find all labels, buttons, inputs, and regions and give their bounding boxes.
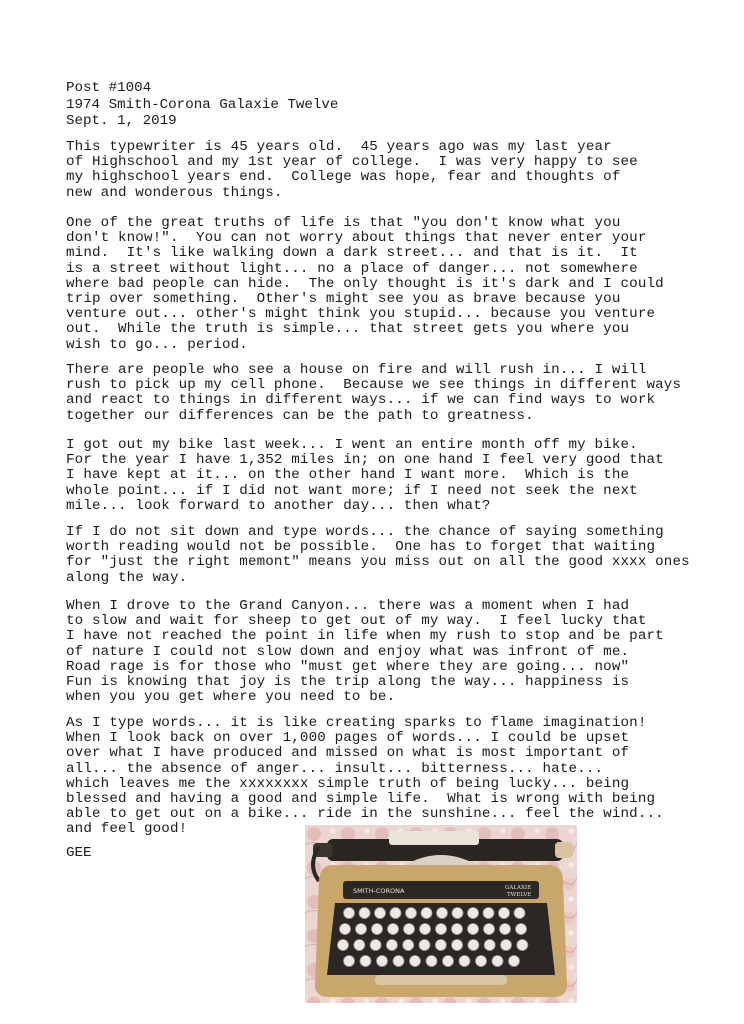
text-line: when you you get where you need to be. <box>66 689 396 706</box>
typewriter-key <box>517 939 528 950</box>
typewriter-key <box>467 907 478 918</box>
text-line: rush to pick up my cell phone. Because we see things in different ways <box>66 377 682 394</box>
text-line: As I type words... it is like creating sparks to flame imagination! <box>66 715 647 731</box>
typewriter-key <box>343 955 354 966</box>
text-line: For the year I have 1,352 miles in; on one hand I feel very good that <box>66 452 664 469</box>
text-line: all... the absence of anger... insult... bitterness... hate... <box>66 760 604 777</box>
text-line: worth reading would not be possible. One has to forget that waiting <box>66 539 656 556</box>
text-line: Road rage is for those who "must get where they are going... now" <box>66 658 630 675</box>
text-line: There are people who see a house on fire and will rush in... I will <box>66 362 647 378</box>
text-line: and react to things in different ways... if we can find ways to work <box>66 392 656 409</box>
typewriter-key <box>514 907 525 918</box>
typewriter-key <box>355 923 366 934</box>
typewriter-key <box>339 923 350 934</box>
typewriter-key <box>452 939 463 950</box>
text-line: where bad people can hide. The only thought is it's dark and I could <box>66 275 664 292</box>
typewriter-key <box>508 955 519 966</box>
signature: GEE <box>66 845 92 861</box>
typewriter-key <box>452 907 463 918</box>
typewriter-key <box>475 955 486 966</box>
post-date: Sept. 1, 2019 <box>66 113 177 129</box>
typewriter-key <box>435 939 446 950</box>
text-line: of nature I could not slow down and enjoy what was infront of me. <box>66 643 630 660</box>
typewriter-key <box>436 907 447 918</box>
text-line: together our differences can be the path to greatness. <box>66 407 534 424</box>
typewriter-key <box>498 907 509 918</box>
paragraph-6 <box>66 599 664 705</box>
typewriter-key <box>393 955 404 966</box>
typewriter-key <box>376 955 387 966</box>
typewriter-key <box>387 923 398 934</box>
typewriter-key <box>409 955 420 966</box>
text-line: and feel good! <box>66 821 188 838</box>
text-line: my highschool years end. College was hope, fear and thoughts of <box>66 169 621 186</box>
paragraph-7 <box>66 716 664 838</box>
paper-guide <box>389 831 479 845</box>
paragraph-4 <box>66 438 664 514</box>
text-line: When I drove to the Grand Canyon... there was a moment when I had <box>66 598 630 614</box>
text-line: whole point... if I did not want more; if I need not seek the next <box>66 482 638 499</box>
typewriter-key <box>354 939 365 950</box>
paragraph-3 <box>66 363 681 424</box>
platen-knob-right <box>555 842 573 858</box>
typewriter-key <box>442 955 453 966</box>
text-line: mile... look forward to another day... then what? <box>66 497 491 514</box>
typewriter-key <box>359 907 370 918</box>
text-line: which leaves me the xxxxxxxx simple truth of being lucky... being <box>66 775 630 792</box>
typewriter-key <box>419 939 430 950</box>
typewriter-key <box>370 939 381 950</box>
paragraph-2 <box>66 216 664 353</box>
text-line: don't know!". You can not worry about things that never enter your <box>66 230 647 247</box>
typewriter-key <box>515 923 526 934</box>
post-number: Post #1004 <box>66 80 152 96</box>
typewriter-key <box>386 939 397 950</box>
typewriter-key <box>371 923 382 934</box>
brand-badge: SMITH-CORONA <box>353 887 405 895</box>
text-line: along the way. <box>66 569 188 586</box>
paragraph-5 <box>66 525 690 586</box>
text-line: over what I have produced and missed on what is most important of <box>66 745 630 762</box>
text-line: is a street without light... no a place of danger... not somewhere <box>66 260 638 277</box>
text-line: mind. It's like walking down a dark street... and that is it. It <box>66 245 638 262</box>
space-bar <box>375 975 507 985</box>
text-line: of Highschool and my 1st year of college. I was very happy to see <box>66 154 638 171</box>
text-line: to slow and wait for sheep to get out of my way. I feel lucky that <box>66 613 647 630</box>
text-line: When I look back on over 1,000 pages of words... I could be upset <box>66 730 630 747</box>
text-line: I have not reached the point in life when my rush to stop and be part <box>66 628 664 645</box>
text-line: Fun is knowing that joy is the trip along the way... happiness is <box>66 674 630 691</box>
paragraph-1 <box>66 140 638 201</box>
typewriter-key <box>374 907 385 918</box>
typewriter-key <box>343 907 354 918</box>
model-badge-line2: TWELVE <box>507 892 532 898</box>
typewriter-key <box>337 939 348 950</box>
typewriter-key <box>468 939 479 950</box>
text-line: One of the great truths of life is that "you don't know what you <box>66 215 621 231</box>
typewriter-key <box>435 923 446 934</box>
typewriter-key <box>426 955 437 966</box>
letter-header <box>66 80 338 130</box>
typewriter-key <box>492 955 503 966</box>
typewriter-key <box>483 923 494 934</box>
text-line: This typewriter is 45 years old. 45 years ago was my last year <box>66 139 612 155</box>
text-line: trip over something. Other's might see you as brave because you <box>66 291 621 308</box>
typewriter-key <box>467 923 478 934</box>
model-badge-line1: GALAXIE <box>505 885 532 891</box>
text-line: If I do not sit down and type words... the chance of saying something <box>66 524 664 540</box>
typewriter-key <box>499 923 510 934</box>
typewriter-key <box>500 939 511 950</box>
typewriter-model: 1974 Smith-Corona Galaxie Twelve <box>66 96 339 113</box>
typewriter-key <box>405 907 416 918</box>
typewriter-key <box>390 907 401 918</box>
text-line: out. While the truth is simple... that street gets you where you <box>66 321 630 338</box>
typewriter-key <box>403 939 414 950</box>
typewriter-illustration <box>305 825 577 1003</box>
typewriter-key <box>360 955 371 966</box>
text-line: wish to go... period. <box>66 336 248 353</box>
typewriter-key <box>451 923 462 934</box>
typewriter-key <box>459 955 470 966</box>
typewriter-key <box>421 907 432 918</box>
typewriter-key <box>419 923 430 934</box>
typewriter-photo <box>305 825 577 1003</box>
text-line: venture out... other's might think you stupid... because you venture <box>66 306 656 323</box>
typewriter-key <box>483 907 494 918</box>
text-line: I got out my bike last week... I went an entire month off my bike. <box>66 437 638 453</box>
text-line: new and wonderous things. <box>66 184 283 201</box>
text-line: I have kept at it... on the other hand I want more. Which is the <box>66 467 630 484</box>
typewriter-key <box>403 923 414 934</box>
text-line: for "just the right memont" means you miss out on all the good xxxx ones <box>66 554 690 571</box>
typewriter-key <box>484 939 495 950</box>
text-line: blessed and having a good and simple life. What is wrong with being <box>66 791 656 808</box>
text-line: able to get out on a bike... ride in the sunshine... feel the wind... <box>66 806 664 823</box>
